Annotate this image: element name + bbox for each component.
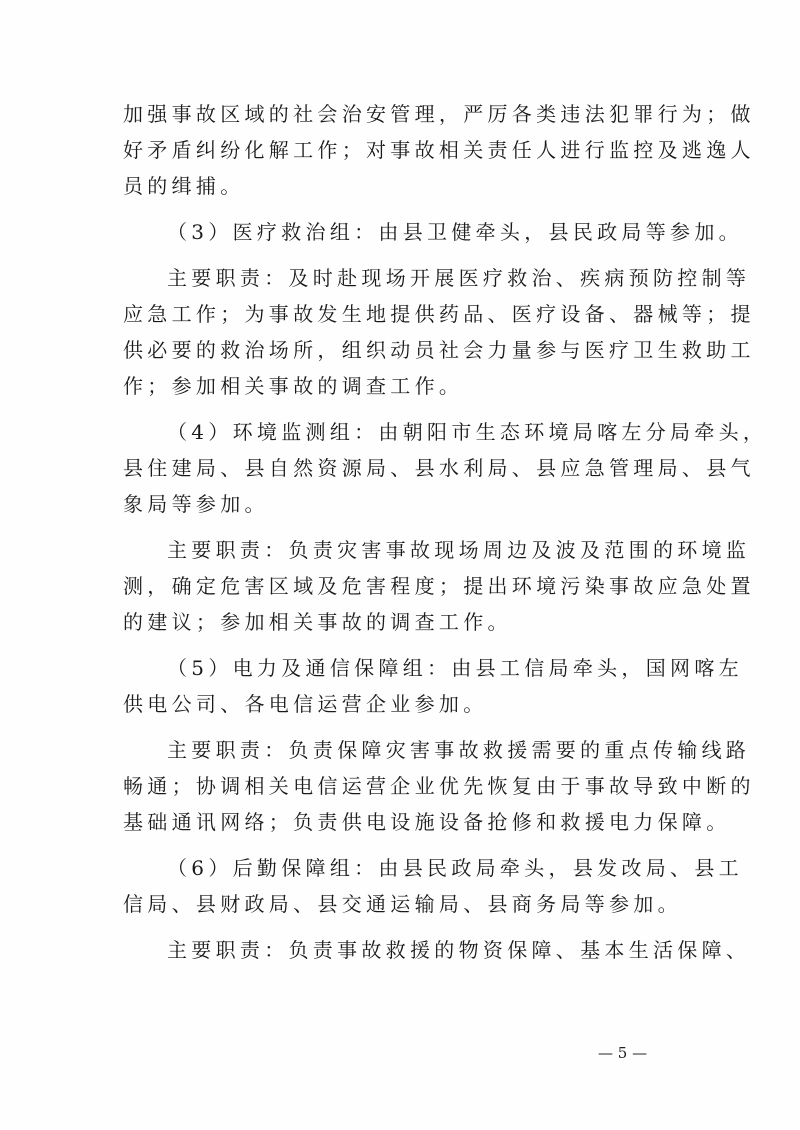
text-line: 应急工作；为事故发生地提供药品、医疗设备、器械等；提	[123, 302, 755, 326]
text-line: 供电公司、各电信运营企业参加。	[123, 692, 488, 716]
text-line: 主要职责：负责保障灾害事故救援需要的重点传输线路	[167, 738, 751, 762]
text-line: 供必要的救治场所，组织动员社会力量参与医疗卫生救助工	[123, 338, 755, 362]
paragraph	[123, 532, 755, 640]
text-line: （6）后勤保障组：由县民政局牵头，县发改局、县工	[167, 856, 743, 880]
section-heading	[123, 214, 743, 250]
paragraph	[123, 732, 755, 840]
text-line: 加强事故区域的社会治安管理，严厉各类违法犯罪行为；做	[123, 102, 755, 126]
text-line: 主要职责：负责事故救援的物资保障、基本生活保障、	[167, 938, 751, 962]
text-line: 好矛盾纠纷化解工作；对事故相关责任人进行监控及逃逸人	[123, 138, 755, 162]
text-line: 主要职责：及时赴现场开展医疗救治、疾病预防控制等	[167, 266, 751, 290]
text-line: 员的缉捕。	[123, 174, 245, 198]
section-heading	[123, 850, 743, 922]
section-heading	[123, 650, 743, 722]
paragraph	[123, 260, 755, 404]
section-heading	[123, 414, 768, 522]
text-line: 信局、县财政局、县交通运输局、县商务局等参加。	[123, 892, 682, 916]
paragraph	[123, 932, 751, 968]
text-line: 基础通讯网络；负责供电设施设备抢修和救援电力保障。	[123, 810, 731, 834]
text-line: （4）环境监测组：由朝阳市生态环境局喀左分局牵头，	[167, 420, 768, 444]
text-line: 的建议；参加相关事故的调查工作。	[123, 610, 512, 634]
text-line: 畅通；协调相关电信运营企业优先恢复由于事故导致中断的	[123, 774, 755, 798]
text-line: （3）医疗救治组：由县卫健牵头，县民政局等参加。	[167, 220, 743, 244]
text-line: 县住建局、县自然资源局、县水利局、县应急管理局、县气	[123, 456, 755, 480]
text-line: 象局等参加。	[123, 492, 269, 516]
text-line: 作；参加相关事故的调查工作。	[123, 374, 464, 398]
body-text	[123, 96, 768, 968]
text-line: 测，确定危害区域及危害程度；提出环境污染事故应急处置	[123, 574, 755, 598]
text-line: （5）电力及通信保障组：由县工信局牵头，国网喀左	[167, 656, 743, 680]
paragraph	[123, 96, 755, 204]
page-number: — 5 —	[598, 1044, 648, 1062]
text-line: 主要职责：负责灾害事故现场周边及波及范围的环境监	[167, 538, 751, 562]
